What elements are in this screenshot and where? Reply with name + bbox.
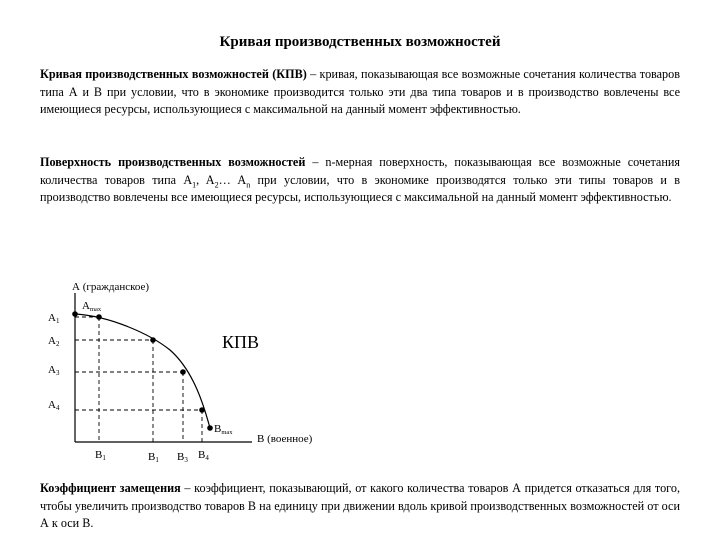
x-tick-b2: B1 — [148, 451, 159, 464]
y-tick-a3: A3 — [48, 364, 60, 377]
point-amax — [72, 311, 78, 317]
separator-2: … A — [218, 172, 247, 187]
term-surface: Поверхность производственных возможностей — [40, 155, 306, 169]
ppf-curve — [75, 314, 210, 428]
x-tick-b1: B1 — [95, 449, 106, 462]
page-title: Кривая производственных возможностей — [219, 34, 501, 50]
x-axis-label: В (военное) — [257, 433, 313, 445]
definition-surface-text-a: – n-мерная поверхность, показывающая все возможные сочетания количества товаров типа A — [40, 155, 680, 187]
term-substitution: Коэффициент замещения — [40, 481, 181, 495]
y-tick-a1: A1 — [48, 312, 60, 325]
curve-label: КПВ — [222, 332, 260, 352]
amax-label: Amax — [82, 300, 102, 313]
point-4 — [199, 407, 205, 413]
definition-substitution — [40, 480, 680, 533]
x-tick-b3: B3 — [177, 451, 188, 464]
subscript-1: 1 — [192, 179, 197, 189]
point-2 — [150, 337, 156, 343]
definition-surface-text-b: при условии, что в экономике производятся только эти типы товаров и в производство вовлечены все имеющиеся ресурсы, использующиеся с максимальной на данный момент эффективностью. — [40, 172, 680, 204]
definition-substitution-text: – коэффициент, показывающий, от какого количества товаров А придется отказаться для того, чтобы увеличить производство товаров В на единицу при движении вдоль кривой производственных возможностей от оси А к оси В. — [40, 481, 680, 530]
guide-lines — [75, 317, 202, 442]
subscript-n: n — [246, 179, 251, 189]
point-1 — [96, 314, 102, 320]
point-bmax — [207, 425, 213, 431]
definition-ppf-text: – кривая, показывающая все возможные сочетания количества товаров типа А и В при условии, что в экономике производится только эти два типа товаров и в производство вовлечены все имеющиеся ресурсы, использующиеся с максимальной на данный момент эффективностью. — [40, 67, 680, 116]
separator-1: , A — [196, 172, 215, 187]
y-tick-a4: A4 — [48, 399, 60, 412]
bmax-label: Bmax — [214, 423, 233, 436]
term-ppf: Кривая производственных возможностей (КПВ) — [40, 67, 307, 81]
x-tick-b4: B4 — [198, 449, 209, 462]
y-tick-a2: A2 — [48, 335, 60, 348]
y-axis-label: А (гражданское) — [72, 281, 150, 293]
subscript-2: 2 — [214, 179, 219, 189]
point-3 — [180, 369, 186, 375]
